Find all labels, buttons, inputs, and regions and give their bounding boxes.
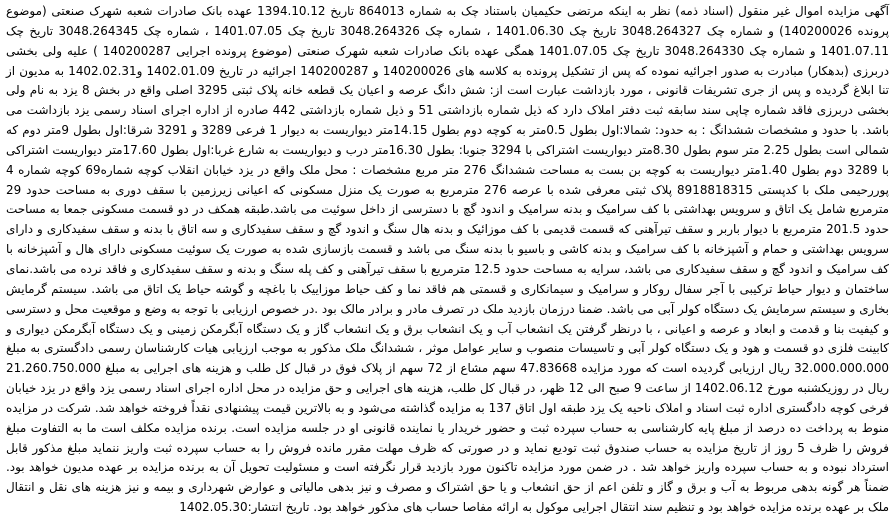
notice-body-text: آگهی مزایده اموال غیر منقول (اسناد ذمه) نظر به اینکه مرتضی حکیمیان باستناد چک به شماره 864013 تاریخ 1394.10.12 عهده بانک صادرات شعبه شهرک صنعتی (موضوع پرونده 140200026) و شماره چک 3048.264327 تاریخ چک 1401.06.30 ، شماره چک 3048.264326 تاریخ چک 1401.07.05 ، شماره چک 3048.264345 تاریخ چک 1401.07.11 و شماره چک 3048.264330 تاریخ چک 1401.07.05 همگی عهده بانک صادرات شعبه شهرک صنعتی (موضوع پرونده اجرایی 140200287 ) علیه ولی بخشی دربرزی (بدهکار) مبادرت به صدور اجرائیه نموده که پس از تشکیل پرونده به کلاسه های 140200026 و 140200287 اجرائیه در تاریخ 1402.01.09 و1402.02.31 به مدیون از تنا ابلاغ گردیده و پس از جری تشریفات قانونی ، مورد بازداشت عبارت است از: شش دانگ عرصه و اعیان یک قطعه خانه پلاک ثبتی 3295 اصلی واقع در بخش 8 یزد به نام ولی بخشی دربرزی فاقد شماره چاپی سند سابقه ثبت دفتر املاک دارد که ذیل شماره بازداشتی 51 و ذیل شماره بازداشتی 442 صادره از اداره اجرای اسناد رسمی یزد بازداشت می باشد. با حدود و مشخصات ششدانگ : به حدود: شمالا:اول بطول 0.5متر به کوچه دوم بطول 14.15متر دیواریست به دیوار 1 فرعی 3289 و 3291 شرقا:اول بطول 9متر دوم که شمالی است بطول 2.25 متر سوم بطول 8.30متر دیواریست اشتراکی با 3294 جنوبا: بطول 16.30متر درب و دیواریست به شارع غربا:اول بطول 17.60متر دیواریست اشتراکی با 3289 دوم بطول 1.40متر دیواریست به کوچه بن بست به مساحت ششدانگ 276 متر مربع مشخصات : محل ملک واقع در یزد خیابان انقلاب کوچه شماره69 کوچه شماره 4 پوررحیمی ملک با کدپستی 8918818315 پلاک ثبتی معرفی شده با عرصه 276 مترمربع به صورت یک منزل مسکونی که اعیانی زیرزمین با سقف دوری به مساحت حدود 29 مترمربع شامل یک اتاق و سرویس بهداشتی با کف سرامیک و بدنه سرامیک و اندود گچ با دسترسی از داخل سوئیت می باشد.طبقه همکف در دو قسمت مسکونی جمعا به مساحت حدود 201.5 مترمربع با دیوار باربر و سقف تیرآهنی که قسمت قدیمی با کف موزائیک و بدنه هال سنگ و اندود گچ و سقف سفیدکاری و سه اتاق با بدنه و سقف سفیدکاری و دارای سرویس بهداشتی و حمام و آشپزخانه با کف سرامیک و بدنه کاشی و باسیو با بدنه سنگ می باشد و قسمت بازسازی شده به صورت یک سوئیت مسکونی دارای هال و آشپزخانه با کف سرامیک و اندود گچ و سقف سفیدکاری می باشد، سرایه به مساحت حدود 12.5 مترمربع با سقف تیرآهنی و کف پله سنگ و بدنه و سقف سفیدکاری و فاقد نرده می باشد.نمای ساختمان و دیوار حیاط ترکیبی با آجر سفال روکار و سرامیک و سیمانکاری و قسمتی هم فاقد نما و کف حیاط موزاییک با باغچه و گوشه حیاط یک اتاق می باشد. سیستم گرمایش بخاری و سیستم سرمایش یک دستگاه کولر آبی می باشد. ضمنا درزمان بازدید ملک در تصرف مادر و برادر مالک بود .در خصوص ارزیابی با توجه به وضع و موقعیت محل و دسترسی و کیفیت بنا و قدمت و ابعاد و عرصه و اعیانی ، با درنظر گرفتن یک انشعاب آب و یک انشعاب برق و یک انشعاب گاز و یک دستگاه آبگرمکن زمینی و یک دستگاه آبگرمکن دیواری و کابینت فلزی دو قسمت و هود و یک دستگاه کولر آبی و تاسیسات منصوب و سایر عوامل موثر ، ششدانگ ملک مذکور به موجب ارزیابی هیات کارشناسان رسمی دادگستری به مبلغ 32.000.000.000 ریال ارزیابی گردیده است که مورد مزایده 47.83668 سهم مشاع از 72 سهم از پلاک فوق در قبال کل طلب و هزینه های اجرایی به مبلغ 21.260.750.000 ریال در روزیکشنبه مورخ 1402.06.12 از ساعت 9 صبح الی 12 ظهر، در قبال کل طلب، هزینه های اجرایی و حق مزایده در محل اداره اجرای اسناد رسمی یزد واقع در یزد خیابان فرخی کوچه دادگستری اداره ثبت اسناد و املاک ناحیه یک یزد طبقه اول اتاق 137 به مزایده گذاشته می‌شود و به بالاترین قیمت پیشنهادی نقداً فروخته خواهد شد. شرکت در مزایده منوط به پرداخت ده درصد از مبلغ پایه کارشناسی به حساب سپرده ثبت و حضور خریدار یا نماینده قانونی او در جلسه مزایده است. برنده مزایده مکلف است ما به التفاوت مبلغ فروش را ظرف 5 روز از تاریخ مزایده به حساب صندوق ثبت تودیع نماید و در صورتی که ظرف مهلت مقرر مانده فروش را به حساب سپرده ثبت واریز ننماید مبلغ مذکور قابل استرداد نبوده و به حساب سپرده واریز خواهد شد . در ضمن مورد مزایده تاکنون مورد بازدید قرار نگرفته است و مسئولیت تحویل آن به برنده مزایده بر عهده مدیون خواهد بود. ضمناً هر گونه بدهی مربوط به آب و برق و گاز و تلفن اعم از حق انشعاب و یا حق اشتراک و مصرف و نیز بدهی مالیاتی و عوارض شهرداری و بیمه و نیز هزینه های نقل و انتقال ملک بر عهده برنده مزایده خواهد بود و تنظیم سند انتقال اجرایی موکول به ارائه مفاصا حساب های مذکور خواهد بود. تاریخ انتشار:1402.05.30 bbox=[6, 4, 890, 515]
